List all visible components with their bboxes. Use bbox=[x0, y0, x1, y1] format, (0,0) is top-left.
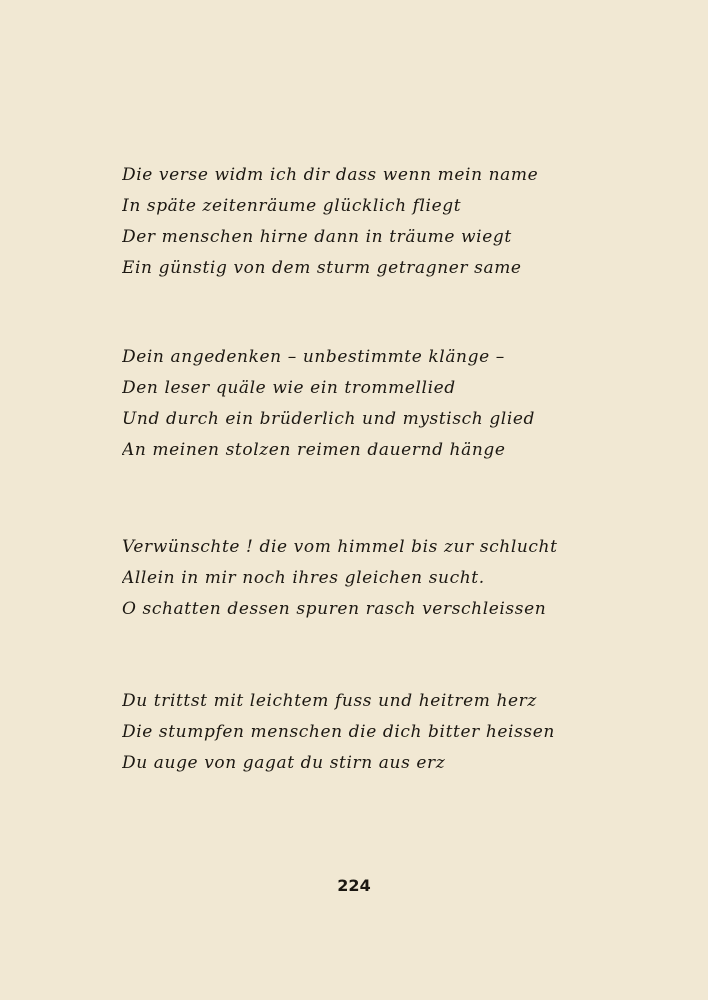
poem-line: Du auge von gagat du stirn aus erz bbox=[122, 753, 446, 773]
poem-line: Ein günstig von dem sturm getragner same bbox=[122, 258, 522, 278]
stanza-4 bbox=[122, 686, 592, 779]
poem-line: Den leser quäle wie ein trommellied bbox=[122, 378, 456, 398]
poem-line: Die stumpfen menschen die dich bitter heissen bbox=[122, 722, 555, 742]
poem-line: Die verse widm ich dir dass wenn mein name bbox=[122, 165, 539, 185]
poem-line: Der menschen hirne dann in träume wiegt bbox=[122, 227, 512, 247]
page-number: 224 bbox=[337, 876, 371, 895]
stanza-3 bbox=[122, 532, 592, 625]
poem-line: O schatten dessen spuren rasch verschleissen bbox=[122, 599, 547, 619]
stanza-1 bbox=[122, 160, 592, 284]
poem-line: Und durch ein brüderlich und mystisch glied bbox=[122, 409, 536, 429]
poem-line: Dein angedenken – unbestimmte klänge – bbox=[122, 347, 505, 367]
poem-line: Verwünschte ! die vom himmel bis zur schlucht bbox=[122, 537, 558, 557]
poem-line: In späte zeitenräume glücklich fliegt bbox=[122, 196, 462, 216]
poem-line: An meinen stolzen reimen dauernd hänge bbox=[122, 440, 506, 460]
poem-line: Allein in mir noch ihres gleichen sucht. bbox=[122, 568, 485, 588]
poem-line: Du trittst mit leichtem fuss und heitrem herz bbox=[122, 691, 537, 711]
stanza-2 bbox=[122, 342, 592, 466]
